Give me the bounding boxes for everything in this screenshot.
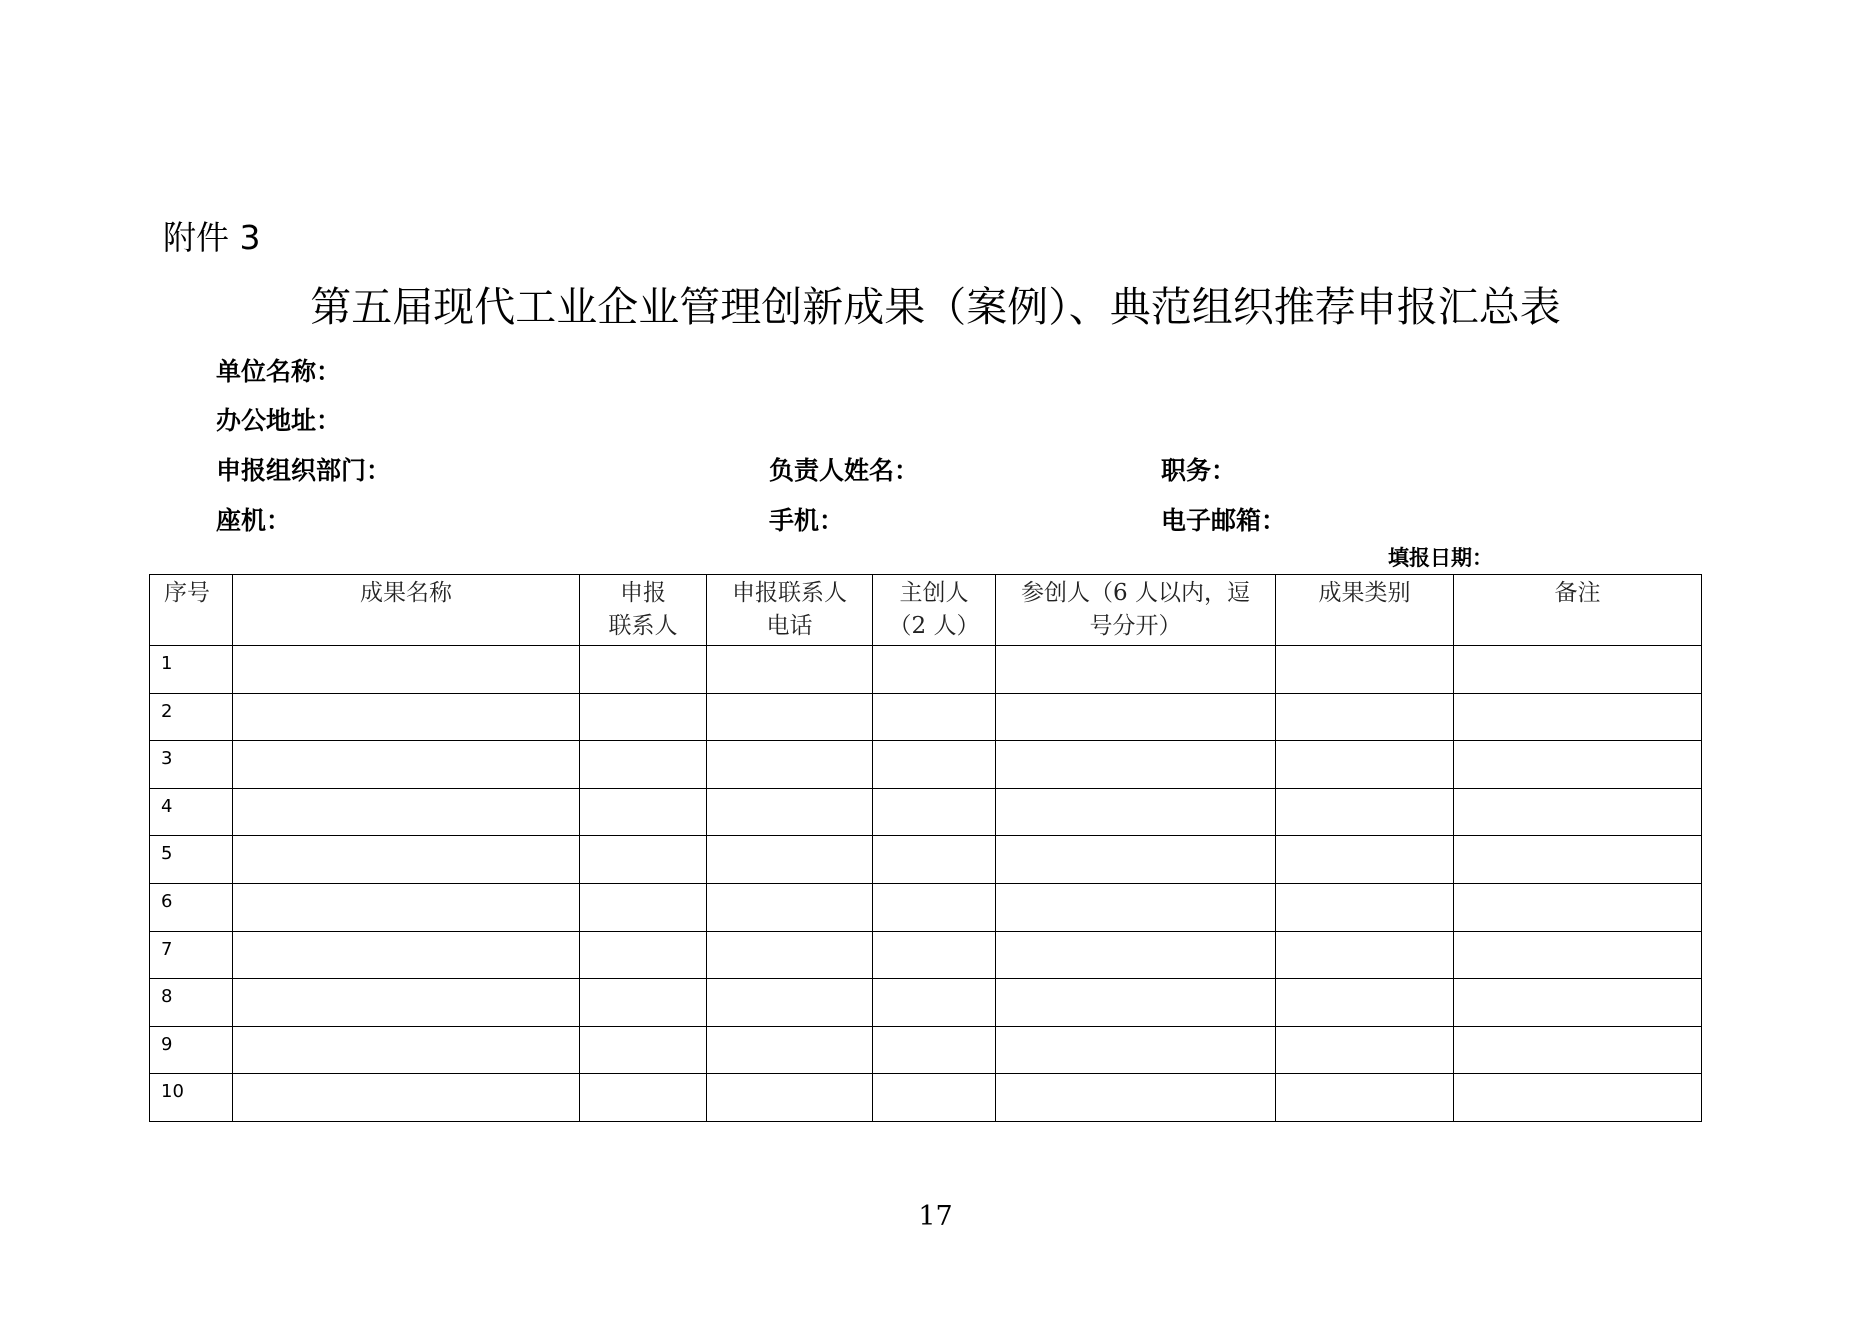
table-cell xyxy=(233,788,580,836)
table-cell xyxy=(707,883,873,931)
table-cell xyxy=(707,741,873,789)
table-cell xyxy=(707,1074,873,1122)
table-row xyxy=(150,883,1702,931)
table-cell xyxy=(996,979,1276,1027)
table-cell xyxy=(1454,836,1702,884)
table-cell xyxy=(580,1074,707,1122)
landline-label: 座机： xyxy=(216,506,292,535)
table-cell xyxy=(233,1026,580,1074)
table-cell xyxy=(1276,836,1454,884)
attachment-label: 附件 3 xyxy=(163,218,261,257)
row-number: 1 xyxy=(150,646,233,694)
table-row xyxy=(150,836,1702,884)
table-cell xyxy=(873,979,996,1027)
table-row xyxy=(150,1074,1702,1122)
table-row xyxy=(150,741,1702,789)
unit-name-label: 单位名称： xyxy=(216,357,342,386)
mobile-label: 手机： xyxy=(769,506,845,535)
table-row xyxy=(150,979,1702,1027)
table-cell xyxy=(1276,1026,1454,1074)
row-number: 10 xyxy=(150,1074,233,1122)
table-cell xyxy=(233,693,580,741)
fill-date-label: 填报日期： xyxy=(1388,546,1493,570)
table-cell xyxy=(996,646,1276,694)
row-number: 2 xyxy=(150,693,233,741)
table-cell xyxy=(873,931,996,979)
table-cell xyxy=(233,741,580,789)
table-body xyxy=(150,646,1702,1122)
table-cell xyxy=(233,646,580,694)
table-cell xyxy=(580,883,707,931)
table-cell xyxy=(233,883,580,931)
document-title: 第五届现代工业企业管理创新成果（案例）、典范组织推荐申报汇总表 xyxy=(310,283,1561,331)
header-lead-creators: 主创人 （2 人） xyxy=(873,575,996,646)
table-row xyxy=(150,788,1702,836)
table-cell xyxy=(707,788,873,836)
table-cell xyxy=(1454,1074,1702,1122)
table-cell xyxy=(233,1074,580,1122)
table-cell xyxy=(707,1026,873,1074)
summary-table xyxy=(149,574,1702,1122)
table-cell xyxy=(707,693,873,741)
table-row xyxy=(150,646,1702,694)
table-row xyxy=(150,1026,1702,1074)
page-number: 17 xyxy=(918,1201,953,1232)
table-cell xyxy=(1454,788,1702,836)
row-number: 3 xyxy=(150,741,233,789)
header-result-category: 成果类别 xyxy=(1276,575,1454,646)
table-cell xyxy=(580,1026,707,1074)
table-cell xyxy=(580,788,707,836)
applying-department-label: 申报组织部门： xyxy=(216,456,392,485)
table-cell xyxy=(1276,883,1454,931)
header-co-creators: 参创人（6 人以内，逗 号分开） xyxy=(996,575,1276,646)
position-label: 职务： xyxy=(1161,456,1237,485)
table-cell xyxy=(996,1026,1276,1074)
table-cell xyxy=(707,646,873,694)
table-row xyxy=(150,931,1702,979)
table-cell xyxy=(1454,741,1702,789)
table-cell xyxy=(1276,741,1454,789)
table-cell xyxy=(1454,979,1702,1027)
table-cell xyxy=(1276,788,1454,836)
table-cell xyxy=(1454,1026,1702,1074)
table-cell xyxy=(873,883,996,931)
table-cell xyxy=(873,1074,996,1122)
table-cell xyxy=(580,979,707,1027)
table-cell xyxy=(873,741,996,789)
office-address-label: 办公地址： xyxy=(216,406,342,435)
row-number: 8 xyxy=(150,979,233,1027)
table-cell xyxy=(233,979,580,1027)
table-cell xyxy=(580,693,707,741)
person-in-charge-label: 负责人姓名： xyxy=(769,456,920,485)
table-cell xyxy=(1454,931,1702,979)
table-cell xyxy=(873,1026,996,1074)
row-number: 4 xyxy=(150,788,233,836)
row-number: 6 xyxy=(150,883,233,931)
header-contact-phone: 申报联系人 电话 xyxy=(707,575,873,646)
email-label: 电子邮箱： xyxy=(1161,506,1287,535)
row-number: 9 xyxy=(150,1026,233,1074)
table-cell xyxy=(233,836,580,884)
table-cell xyxy=(996,836,1276,884)
table-header-row xyxy=(150,575,1702,646)
table-cell xyxy=(707,979,873,1027)
header-contact-person: 申报 联系人 xyxy=(580,575,707,646)
table-cell xyxy=(580,646,707,694)
table-cell xyxy=(233,931,580,979)
table-cell xyxy=(996,788,1276,836)
header-result-name: 成果名称 xyxy=(233,575,580,646)
row-number: 7 xyxy=(150,931,233,979)
table-cell xyxy=(996,931,1276,979)
table-cell xyxy=(873,646,996,694)
table-cell xyxy=(707,931,873,979)
table-cell xyxy=(873,836,996,884)
table-cell xyxy=(996,741,1276,789)
header-serial-no: 序号 xyxy=(150,575,233,646)
table-cell xyxy=(996,1074,1276,1122)
table-cell xyxy=(1454,646,1702,694)
header-remarks: 备注 xyxy=(1454,575,1702,646)
row-number: 5 xyxy=(150,836,233,884)
table-cell xyxy=(580,931,707,979)
table-cell xyxy=(996,883,1276,931)
table-cell xyxy=(1276,931,1454,979)
table-cell xyxy=(1276,646,1454,694)
table-cell xyxy=(1454,693,1702,741)
table-cell xyxy=(580,741,707,789)
table-cell xyxy=(873,693,996,741)
table-row xyxy=(150,693,1702,741)
table-cell xyxy=(1276,1074,1454,1122)
table-cell xyxy=(1454,883,1702,931)
table-cell xyxy=(873,788,996,836)
table-cell xyxy=(1276,693,1454,741)
table-cell xyxy=(580,836,707,884)
table-cell xyxy=(1276,979,1454,1027)
table-cell xyxy=(996,693,1276,741)
table-cell xyxy=(707,836,873,884)
